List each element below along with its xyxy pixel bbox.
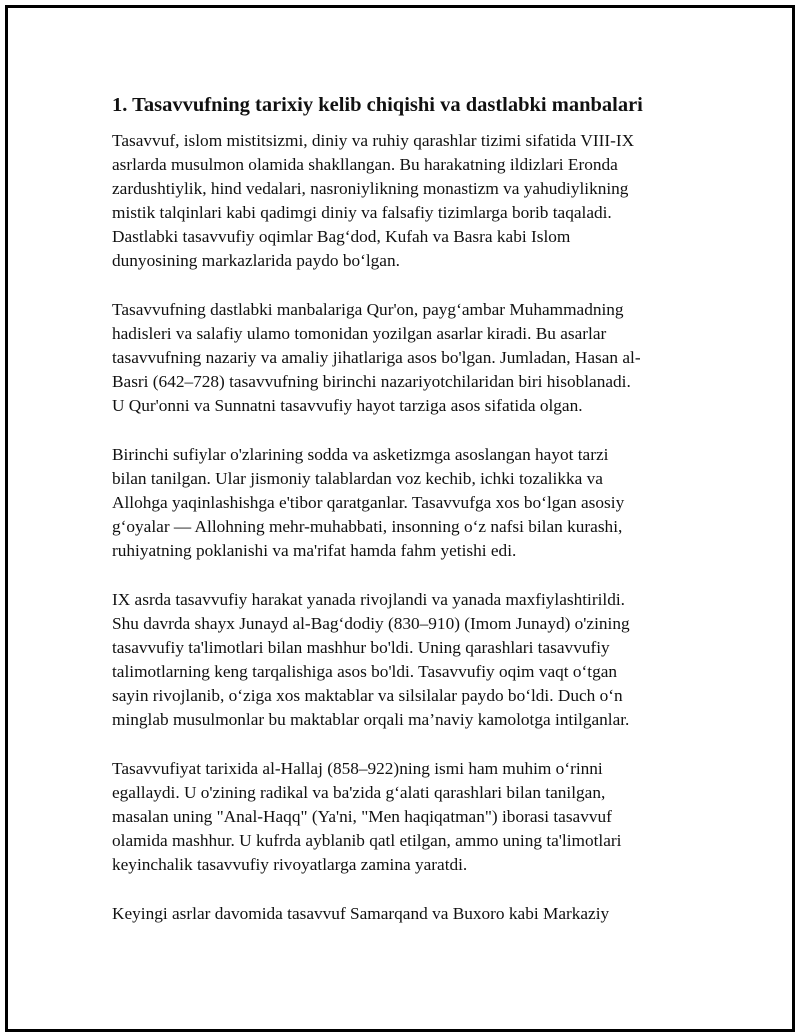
document-body	[112, 91, 672, 951]
paragraph-5	[112, 757, 672, 877]
text-line: mistik talqinlari kabi qadimgi diniy va falsafiy tizimlarga borib taqaladi.	[112, 203, 612, 222]
text-line: hadisleri va salafiy ulamo tomonidan yozilgan asarlar kiradi. Bu asarlar	[112, 324, 607, 343]
text-line: sayin rivojlanib, o‘ziga xos maktablar va silsilalar paydo bo‘ldi. Duch o‘n	[112, 686, 623, 705]
text-line: Basri (642–728) tasavvufning birinchi nazariyotchilaridan biri hisoblanadi.	[112, 372, 631, 391]
text-line: Tasavvufiyat tarixida al-Hallaj (858–922)ning ismi ham muhim o‘rinni	[112, 759, 603, 778]
paragraph-2	[112, 298, 672, 418]
text-line: U Qur'onni va Sunnatni tasavvufiy hayot tarziga asos sifatida olgan.	[112, 396, 583, 415]
paragraph-4	[112, 588, 672, 732]
text-line: masalan uning "Anal-Haqq" (Ya'ni, "Men haqiqatman") iborasi tasavvuf	[112, 807, 612, 826]
text-line: egallaydi. U o'zining radikal va ba'zida g‘alati qarashlari bilan tanilgan,	[112, 783, 606, 802]
text-line: keyinchalik tasavvufiy rivoyatlarga zamina yaratdi.	[112, 855, 468, 874]
text-line: zardushtiylik, hind vedalari, nasroniylikning monastizm va yahudiylikning	[112, 179, 629, 198]
section-heading: 1. Tasavvufning tarixiy kelib chiqishi va dastlabki manbalari	[112, 94, 643, 116]
text-line: Keyingi asrlar davomida tasavvuf Samarqand va Buxoro kabi Markaziy	[112, 904, 610, 923]
text-line: Allohga yaqinlashishga e'tibor qaratganlar. Tasavvufga xos bo‘lgan asosiy	[112, 493, 625, 512]
text-line: IX asrda tasavvufiy harakat yanada rivojlandi va yanada maxfiylashtirildi.	[112, 590, 625, 609]
text-line: bilan tanilgan. Ular jismoniy talablardan voz kechib, ichki tozalikka va	[112, 469, 603, 488]
paragraph-3	[112, 443, 672, 563]
text-line: Birinchi sufiylar o'zlarining sodda va asketizmga asoslangan hayot tarzi	[112, 445, 609, 464]
paragraph-1	[112, 129, 672, 273]
text-line: Tasavvufning dastlabki manbalariga Qur'on, payg‘ambar Muhammadning	[112, 300, 624, 319]
text-line: asrlarda musulmon olamida shakllangan. Bu harakatning ildizlari Eronda	[112, 155, 618, 174]
paragraph-6	[112, 902, 672, 926]
text-line: dunyosining markazlarida paydo bo‘lgan.	[112, 251, 400, 270]
text-line: olamida mashhur. U kufrda ayblanib qatl etilgan, ammo uning ta'limotlari	[112, 831, 622, 850]
text-line: Shu davrda shayx Junayd al-Bag‘dodiy (830–910) (Imom Junayd) o'zining	[112, 614, 630, 633]
text-line: tasavvufning nazariy va amaliy jihatlariga asos bo'lgan. Jumladan, Hasan al-	[112, 348, 641, 367]
text-line: minglab musulmonlar bu maktablar orqali ma’naviy kamolotga intilganlar.	[112, 710, 630, 729]
text-line: tasavvufiy ta'limotlari bilan mashhur bo'ldi. Uning qarashlari tasavvufiy	[112, 638, 610, 657]
text-line: Tasavvuf, islom mistitsizmi, diniy va ruhiy qarashlar tizimi sifatida VIII-IX	[112, 131, 635, 150]
text-line: Dastlabki tasavvufiy oqimlar Bag‘dod, Kufah va Basra kabi Islom	[112, 227, 571, 246]
text-line: ruhiyatning poklanishi va ma'rifat hamda fahm yetishi edi.	[112, 541, 517, 560]
text-line: talimotlarning keng tarqalishiga asos bo'ldi. Tasavvufiy oqim vaqt o‘tgan	[112, 662, 618, 681]
text-line: g‘oyalar — Allohning mehr-muhabbati, insonning o‘z nafsi bilan kurashi,	[112, 517, 623, 536]
